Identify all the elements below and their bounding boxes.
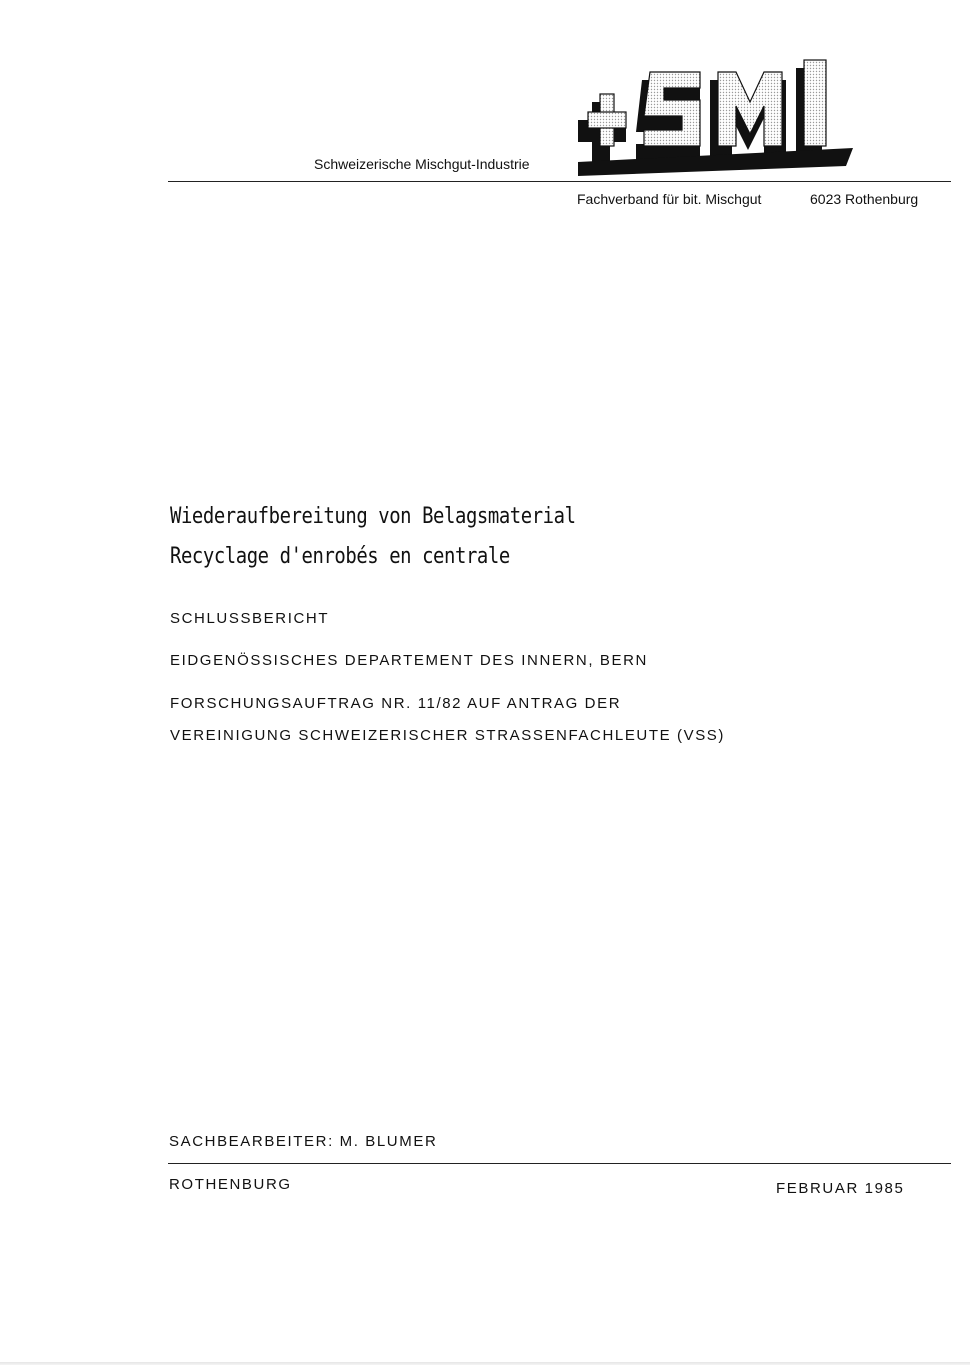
- footer-date: FEBRUAR 1985: [776, 1180, 905, 1197]
- organization-name: Schweizerische Mischgut-Industrie: [314, 156, 530, 172]
- report-type: SCHLUSSBERICHT: [170, 610, 330, 627]
- association-line: VEREINIGUNG SCHWEIZERISCHER STRASSENFACHLEUTE (VSS): [170, 727, 726, 744]
- footer-place: ROTHENBURG: [169, 1176, 292, 1193]
- header-divider: [168, 181, 951, 182]
- smi-logo: [578, 58, 853, 176]
- header-place: 6023 Rothenburg: [810, 191, 919, 207]
- department-line: EIDGENÖSSISCHES DEPARTEMENT DES INNERN, BERN: [170, 652, 648, 669]
- title-french: Recyclage d'enrobés en centrale: [170, 544, 510, 569]
- scan-edge: [0, 1362, 970, 1365]
- author-line: SACHBEARBEITER: M. BLUMER: [169, 1133, 438, 1150]
- research-order-line: FORSCHUNGSAUFTRAG NR. 11/82 AUF ANTRAG DER: [170, 695, 622, 712]
- association-name: Fachverband für bit. Mischgut: [577, 191, 762, 207]
- footer-divider: [168, 1163, 951, 1164]
- title-german: Wiederaufbereitung von Belagsmaterial: [170, 504, 576, 529]
